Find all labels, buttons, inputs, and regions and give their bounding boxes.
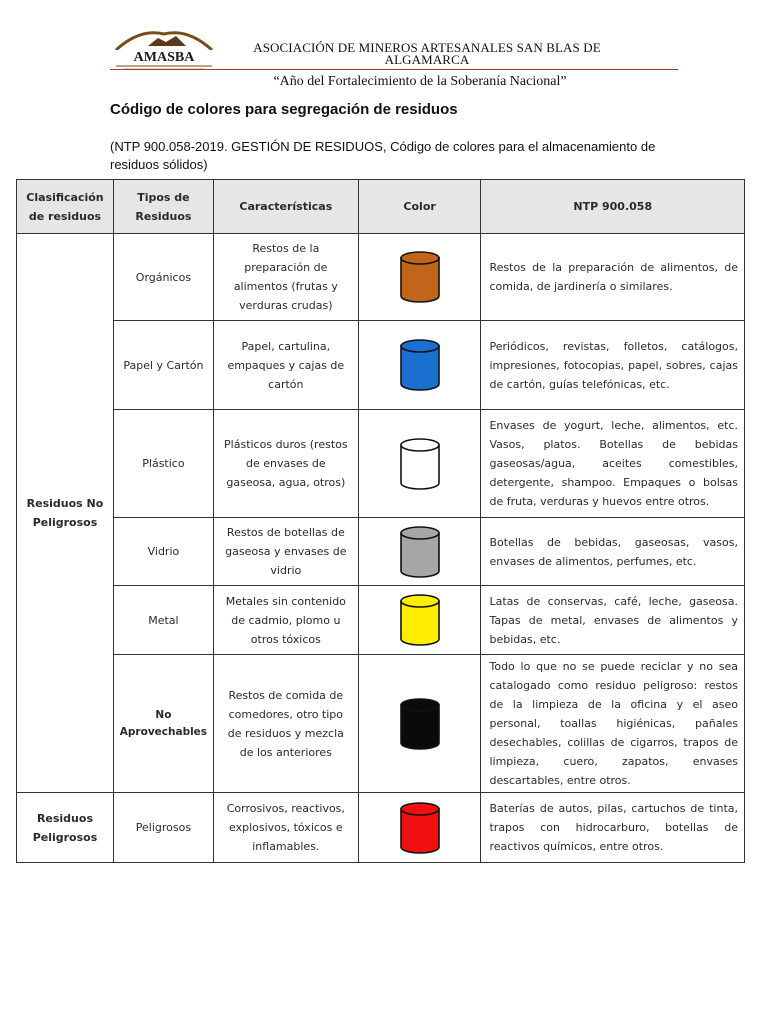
color-cell <box>358 321 481 410</box>
ntp-description: Periódicos, revistas, folletos, catálogos, impresiones, fotocopias, papel, sobres, cajas de cartón, guías telefónicas, etc. <box>481 321 745 410</box>
header-divider <box>110 69 678 70</box>
color-code-table <box>16 179 745 863</box>
waste-type: Vidrio <box>113 518 213 586</box>
characteristics: Plásticos duros (restos de envases de gaseosa, agua, otros) <box>213 410 358 518</box>
table-row <box>17 586 745 655</box>
bin-icon <box>398 437 442 491</box>
svg-text:AMASBA: AMASBA <box>133 50 195 65</box>
waste-type: Plástico <box>113 410 213 518</box>
table-header-row <box>17 180 745 234</box>
organization-name: ASOCIACIÓN DE MINEROS ARTESANALES SAN BLAS DE ALGAMARCA <box>253 40 601 67</box>
table-row <box>17 793 745 863</box>
characteristics: Corrosivos, reactivos, explosivos, tóxicos e inflamables. <box>213 793 358 863</box>
waste-type: Metal <box>113 586 213 655</box>
group-hazardous: Residuos Peligrosos <box>17 793 114 863</box>
color-cell <box>358 655 481 793</box>
document-title: Código de colores para segregación de residuos <box>110 101 458 118</box>
header-classification: Clasificación de residuos <box>17 180 114 234</box>
document-subtitle: (NTP 900.058-2019. GESTIÓN DE RESIDUOS, Código de colores para el almacenamiento de residuos sólidos) <box>110 139 656 172</box>
waste-type: Papel y Cartón <box>113 321 213 410</box>
table-row <box>17 321 745 410</box>
bin-icon <box>398 801 442 855</box>
color-cell <box>358 586 481 655</box>
color-cell <box>358 793 481 863</box>
waste-type: Orgánicos <box>113 234 213 321</box>
bin-icon <box>398 593 442 647</box>
color-cell <box>358 518 481 586</box>
table-row <box>17 655 745 793</box>
color-cell <box>358 234 481 321</box>
header-characteristics: Características <box>213 180 358 234</box>
bin-icon <box>398 338 442 392</box>
ntp-description: Latas de conservas, café, leche, gaseosa. Tapas de metal, envases de alimentos y bebidas, etc. <box>481 586 745 655</box>
ntp-description: Botellas de bebidas, gaseosas, vasos, envases de alimentos, perfumes, etc. <box>481 518 745 586</box>
bin-icon <box>398 250 442 304</box>
waste-type: Peligrosos <box>113 793 213 863</box>
bin-icon <box>398 697 442 751</box>
bin-icon <box>398 525 442 579</box>
color-cell <box>358 410 481 518</box>
ntp-description: Restos de la preparación de alimentos, de comida, de jardinería o similares. <box>481 234 745 321</box>
characteristics: Restos de comida de comedores, otro tipo de residuos y mezcla de los anteriores <box>213 655 358 793</box>
amasba-logo <box>110 26 218 72</box>
characteristics: Restos de botellas de gaseosa y envases de vidrio <box>213 518 358 586</box>
table-row <box>17 518 745 586</box>
ntp-description: Todo lo que no se puede reciclar y no sea catalogado como residuo peligroso: restos de la limpieza de la oficina y el aseo personal, toallas higiénicas, pañales desechables, colillas de cigarros, trapos de limpieza, cuero, zapatos, envases descartables, entre otros. <box>481 655 745 793</box>
characteristics: Metales sin contenido de cadmio, plomo u otros tóxicos <box>213 586 358 655</box>
header-waste-type: Tipos de Residuos <box>113 180 213 234</box>
table-row <box>17 410 745 518</box>
group-non-hazardous: Residuos No Peligrosos <box>17 234 114 793</box>
ntp-description: Envases de yogurt, leche, alimentos, etc. Vasos, platos. Botellas de bebidas gaseosas/agua, aceites comestibles, detergente, shampoo. Empaques o bolsas de fruta, verduras y huevos entre otros. <box>481 410 745 518</box>
motto: “Año del Fortalecimiento de la Soberanía Nacional” <box>273 74 567 89</box>
ntp-description: Baterías de autos, pilas, cartuchos de tinta, trapos con hidrocarburo, botellas de reactivos químicos, entre otros. <box>481 793 745 863</box>
table-row <box>17 234 745 321</box>
characteristics: Papel, cartulina, empaques y cajas de cartón <box>213 321 358 410</box>
header-color: Color <box>358 180 481 234</box>
header-ntp: NTP 900.058 <box>481 180 745 234</box>
characteristics: Restos de la preparación de alimentos (frutas y verduras crudas) <box>213 234 358 321</box>
waste-type: No Aprovechables <box>113 655 213 793</box>
